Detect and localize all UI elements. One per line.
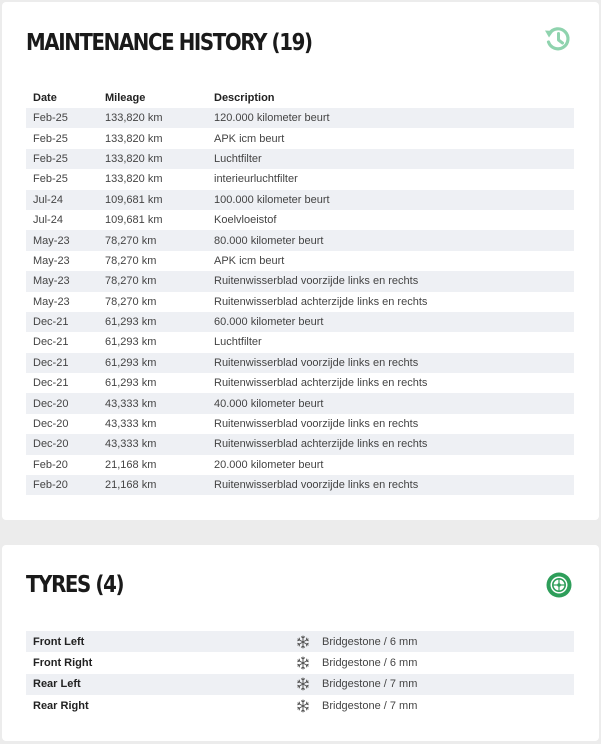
cell-description: 20.000 kilometer beurt [214, 458, 324, 471]
table-row [26, 434, 574, 454]
cell-description: Ruitenwisserblad voorzijde links en rechts [214, 418, 419, 431]
maintenance-table [26, 88, 574, 495]
cell-date: Dec-20 [33, 418, 69, 431]
cell-date: May-23 [33, 295, 70, 308]
cell-mileage: 109,681 km [105, 214, 163, 227]
table-row [26, 332, 574, 352]
cell-description: Ruitenwisserblad voorzijde links en rechts [214, 479, 419, 492]
tyres-table [26, 631, 574, 716]
tyre-brand-tread: Bridgestone / 6 mm [322, 635, 418, 648]
table-row [26, 108, 574, 128]
table-row [26, 373, 574, 393]
tyre-row [26, 674, 574, 695]
table-row [26, 414, 574, 434]
cell-mileage: 109,681 km [105, 193, 163, 206]
tyre-row [26, 631, 574, 652]
cell-date: Dec-21 [33, 336, 69, 349]
cell-mileage: 78,270 km [105, 295, 157, 308]
snowflake-icon [296, 635, 322, 649]
table-row [26, 393, 574, 413]
tyre-position: Rear Right [33, 699, 89, 712]
table-row [26, 210, 574, 230]
table-row [26, 251, 574, 271]
cell-date: Feb-20 [33, 479, 68, 492]
cell-description: 40.000 kilometer beurt [214, 397, 324, 410]
cell-date: Dec-21 [33, 316, 69, 329]
cell-mileage: 43,333 km [105, 438, 157, 451]
tyre-position: Front Left [33, 635, 85, 648]
column-header-mileage: Mileage [105, 92, 146, 104]
table-row [26, 128, 574, 148]
maintenance-history-title: MAINTENANCE HISTORY (19) [26, 30, 312, 56]
cell-mileage: 21,168 km [105, 458, 157, 471]
cell-date: May-23 [33, 275, 70, 288]
cell-date: Feb-20 [33, 458, 68, 471]
cell-description: APK icm beurt [214, 254, 285, 267]
cell-description: 60.000 kilometer beurt [214, 316, 324, 329]
tyres-title: TYRES (4) [26, 572, 124, 598]
cell-date: May-23 [33, 254, 70, 267]
table-row [26, 312, 574, 332]
cell-mileage: 61,293 km [105, 356, 157, 369]
cell-description: Luchtfilter [214, 336, 262, 349]
cell-date: Dec-21 [33, 356, 69, 369]
cell-mileage: 61,293 km [105, 316, 157, 329]
cell-mileage: 61,293 km [105, 336, 157, 349]
history-icon [543, 24, 573, 54]
cell-mileage: 43,333 km [105, 418, 157, 431]
cell-description: Ruitenwisserblad achterzijde links en rechts [214, 295, 428, 308]
cell-date: Feb-25 [33, 173, 68, 186]
cell-mileage: 78,270 km [105, 234, 157, 247]
cell-description: Ruitenwisserblad voorzijde links en rechts [214, 275, 419, 288]
column-header-description: Description [214, 92, 275, 104]
cell-mileage: 43,333 km [105, 397, 157, 410]
table-row [26, 455, 574, 475]
cell-description: Ruitenwisserblad voorzijde links en rechts [214, 356, 419, 369]
tyres-card [2, 545, 599, 741]
tyre-brand-tread: Bridgestone / 6 mm [322, 656, 418, 669]
snowflake-icon [296, 656, 322, 670]
table-row [26, 190, 574, 210]
cell-mileage: 61,293 km [105, 377, 157, 390]
cell-description: Koelvloeistof [214, 214, 277, 227]
tyre-position: Rear Left [33, 678, 81, 691]
cell-date: Dec-21 [33, 377, 69, 390]
cell-mileage: 133,820 km [105, 112, 163, 125]
cell-date: Feb-25 [33, 112, 68, 125]
table-row [26, 271, 574, 291]
cell-date: Jul-24 [33, 214, 63, 227]
cell-description: Ruitenwisserblad achterzijde links en rechts [214, 377, 428, 390]
cell-description: 120.000 kilometer beurt [214, 112, 330, 125]
snowflake-icon [296, 677, 322, 691]
tyre-icon [544, 570, 574, 600]
cell-date: Feb-25 [33, 132, 68, 145]
table-row [26, 292, 574, 312]
tyre-brand-tread: Bridgestone / 7 mm [322, 699, 418, 712]
tyre-position: Front Right [33, 656, 93, 669]
cell-date: Jul-24 [33, 193, 63, 206]
table-row [26, 475, 574, 495]
cell-date: Dec-20 [33, 397, 69, 410]
table-row [26, 169, 574, 189]
table-row [26, 353, 574, 373]
column-header-date: Date [33, 92, 57, 104]
cell-date: May-23 [33, 234, 70, 247]
snowflake-icon [296, 699, 322, 713]
maintenance-history-card [2, 2, 599, 520]
cell-mileage: 133,820 km [105, 132, 163, 145]
cell-description: Luchtfilter [214, 152, 262, 165]
cell-mileage: 133,820 km [105, 152, 163, 165]
cell-description: interieurluchtfilter [214, 173, 298, 186]
cell-mileage: 21,168 km [105, 479, 157, 492]
table-row [26, 149, 574, 169]
cell-description: APK icm beurt [214, 132, 285, 145]
cell-date: Dec-20 [33, 438, 69, 451]
cell-description: 80.000 kilometer beurt [214, 234, 324, 247]
maintenance-table-header [26, 88, 574, 108]
cell-mileage: 78,270 km [105, 254, 157, 267]
cell-description: Ruitenwisserblad achterzijde links en rechts [214, 438, 428, 451]
cell-mileage: 78,270 km [105, 275, 157, 288]
table-row [26, 230, 574, 250]
tyre-brand-tread: Bridgestone / 7 mm [322, 678, 418, 691]
cell-mileage: 133,820 km [105, 173, 163, 186]
tyre-row [26, 652, 574, 673]
cell-description: 100.000 kilometer beurt [214, 193, 330, 206]
cell-date: Feb-25 [33, 152, 68, 165]
tyre-row [26, 695, 574, 716]
